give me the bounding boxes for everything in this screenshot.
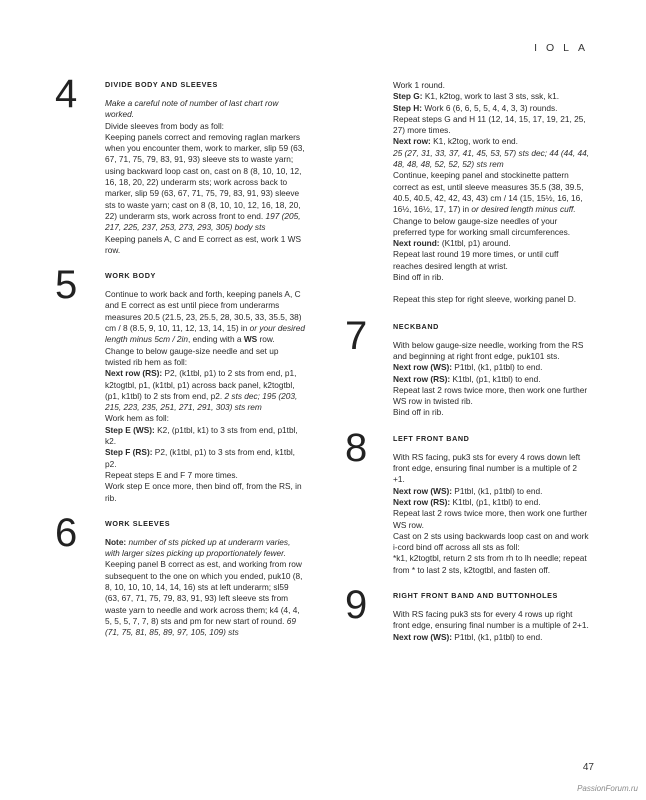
instruction-text: Repeat last 2 rows twice more, then work one further WS row. bbox=[393, 508, 588, 530]
step-number: 7 bbox=[345, 313, 368, 358]
step-body bbox=[393, 609, 590, 643]
instruction-text: With RS facing, puk3 sts for every 4 rows down left front edge, ensuring final number is a multiple of 2 +1. bbox=[393, 451, 581, 485]
instruction-text: Divide sleeves from body as foll: bbox=[105, 120, 224, 131]
instruction-text: Work 1 round. bbox=[393, 80, 445, 90]
instruction-text: Bind off in rib. bbox=[393, 272, 444, 283]
step-section-4 bbox=[55, 72, 305, 256]
instruction-label: Next row (WS): bbox=[393, 362, 452, 373]
instruction-text: Cast on 2 sts using backwards loop cast on and work i-cord bind off across all sts as foll: bbox=[393, 530, 589, 553]
instruction-label: Next row (WS): bbox=[393, 485, 452, 496]
step-body bbox=[105, 289, 305, 504]
instruction-label: Next row (WS): bbox=[393, 631, 452, 642]
instruction-line bbox=[105, 537, 305, 560]
instruction-line bbox=[105, 481, 305, 504]
instruction-line bbox=[393, 452, 590, 486]
step-section-7 bbox=[345, 313, 590, 419]
instruction-line bbox=[105, 425, 305, 448]
instruction-text: Change to below gauge-size needles of your preferred type for working small circumferences. bbox=[393, 215, 571, 237]
instruction-text: Make a careful note of number of last chart row worked. bbox=[105, 98, 279, 120]
left-column bbox=[55, 72, 306, 653]
instruction-line bbox=[393, 531, 590, 554]
sleeve-continuation bbox=[345, 80, 590, 306]
step-number: 8 bbox=[345, 425, 368, 470]
instruction-text: K1, k2tog, work to last 3 sts, ssk, k1. bbox=[422, 91, 560, 102]
instruction-label: Next round: bbox=[393, 238, 440, 249]
instruction-label: Next row (RS): bbox=[393, 373, 451, 384]
instruction-text: 69 (71, 75, 81, 85, 89, 97, 105, 109) sts bbox=[105, 615, 296, 638]
instruction-line bbox=[105, 346, 305, 369]
instruction-label: Note: bbox=[105, 536, 127, 547]
step-section-6 bbox=[55, 510, 305, 639]
instruction-line bbox=[105, 132, 305, 234]
instruction-line bbox=[393, 136, 590, 147]
step-number: 4 bbox=[55, 72, 78, 116]
instruction-line bbox=[105, 289, 305, 345]
instruction-text: Repeat this step for right sleeve, working panel D. bbox=[393, 294, 577, 305]
instruction-line bbox=[105, 121, 305, 132]
instruction-text: With RS facing puk3 sts for every 4 rows up right front edge, ensuring final number is a multiple of 2+1. bbox=[393, 608, 589, 631]
instruction-text: Repeat last 2 rows twice more, then work one further WS row in twisted rib. bbox=[393, 384, 588, 407]
instruction-line bbox=[393, 374, 590, 385]
instruction-line bbox=[105, 413, 305, 424]
continuation-body bbox=[345, 80, 590, 306]
instruction-label: Step H: bbox=[393, 102, 423, 113]
step-title: RIGHT FRONT BAND AND BUTTONHOLES bbox=[393, 590, 558, 600]
instruction-text: Repeat steps G and H 11 (12, 14, 15, 17, 19, 21, 25, 27) more times. bbox=[393, 113, 586, 136]
instruction-line bbox=[105, 234, 305, 257]
instruction-text: Repeat last round 19 more times, or until cuff reaches desired length at wrist. bbox=[393, 249, 559, 271]
instruction-text: 197 (205, 217, 225, 237, 253, 273, 293, 305) body sts bbox=[105, 210, 301, 233]
instruction-label: Next row: bbox=[393, 136, 431, 147]
instruction-line bbox=[105, 447, 305, 470]
instruction-label: Step F (RS): bbox=[105, 447, 153, 458]
instruction-text: K1tbl, (p1, k1tbl) to end. bbox=[450, 496, 541, 507]
step-title: NECKBAND bbox=[393, 321, 439, 331]
instruction-line bbox=[393, 362, 590, 373]
instruction-line bbox=[393, 632, 590, 643]
instruction-line bbox=[393, 103, 590, 114]
instruction-text: Repeat steps E and F 7 more times. bbox=[105, 469, 238, 480]
instruction-text: P1tbl, (k1, p1tbl) to end. bbox=[452, 485, 543, 496]
instruction-text: (K1tbl, p1) around. bbox=[439, 238, 511, 249]
instruction-label: Next row (RS): bbox=[393, 496, 451, 507]
instruction-text: Keeping panel B correct as est, and working from row subsequent to the one on which you ended, puk10 (8, 8, 10, 10, 10, 14, 14, 16) sts at left underarm; sl59 (63, 67, 71, 75, 79, 83, 91, 93) left sleeve sts from waste yarn to needle and work across them; k4 (4, 4, 5, 5, 5, 7, 7, 8) sts and pm for new start of round. bbox=[105, 559, 303, 626]
step-body bbox=[105, 537, 305, 639]
step-body bbox=[105, 98, 305, 256]
instruction-line bbox=[393, 486, 590, 497]
instruction-label: Step E (WS): bbox=[105, 424, 155, 435]
instruction-text: Change to below gauge-size needle and set up twisted rib hem as foll: bbox=[105, 345, 279, 367]
instruction-line bbox=[393, 272, 590, 283]
instruction-text: number of sts picked up at underarm varies, with larger sizes picking up proportionately fewer. bbox=[105, 536, 291, 559]
instruction-line bbox=[393, 148, 590, 171]
step-section-8 bbox=[345, 425, 590, 576]
step-number: 5 bbox=[55, 263, 78, 308]
instruction-line bbox=[105, 368, 305, 413]
instruction-text: *k1, k2togtbl, return 2 sts from rh to lh needle; repeat from * to last 2 sts, k2togtbl, and fasten off. bbox=[393, 553, 587, 575]
instruction-line bbox=[393, 340, 590, 363]
instruction-text: K2, (p1tbl, k1) to 3 sts from end, p1tbl, k2. bbox=[105, 424, 298, 447]
instruction-text: K1, k2tog, work to end. bbox=[430, 136, 518, 147]
instruction-text: Bind off in rib. bbox=[393, 407, 444, 418]
instruction-text: P2, (k1tbl, p1) to 3 sts from end, k1tbl, p2. bbox=[105, 447, 295, 469]
instruction-text: P1tbl, (k1, p1tbl) to end. bbox=[452, 362, 543, 373]
instruction-label: Step G: bbox=[393, 91, 423, 102]
instruction-text: Work hem as foll: bbox=[105, 413, 169, 424]
instruction-text: P2, (k1tbl, p1) to 2 sts from end, p1, k2togtbl, p1, (k1tbl, p1) across back panel, k2togtbl, (p1, k1tbl) to 2 sts from end, p2. bbox=[105, 368, 297, 401]
step-title: DIVIDE BODY AND SLEEVES bbox=[105, 80, 218, 89]
step-section-5 bbox=[55, 263, 306, 504]
step-body bbox=[393, 452, 590, 576]
instruction-text: or desired length minus cuff. bbox=[471, 204, 576, 215]
instruction-text: Keeping panels correct and removing raglan markers when you encounter them, work to marker, slip 59 (63, 67, 71, 75, 79, 83, 91, 93) sleeve sts to waste yarn; using backward loop cast on, cast on 8 (8, 10, 10, 12, 16, 18, 20, 22) underarm sts; work across back to marker, slip 59 (63, 67, 71, 75, 79, 83, 91, 93) sleeve sts to waste yarn; cast on 8 (8, 10, 10, 12, 16, 18, 20, 22) underarm sts, work across front to end. bbox=[105, 131, 305, 221]
instruction-line bbox=[393, 609, 590, 632]
instruction-line bbox=[393, 216, 590, 239]
instruction-line bbox=[105, 559, 305, 638]
step-title: WORK SLEEVES bbox=[105, 518, 171, 528]
instruction-line bbox=[393, 238, 590, 249]
instruction-line bbox=[393, 407, 590, 418]
instruction-line bbox=[393, 553, 590, 576]
instruction-text: 2 sts dec; 195 (203, 215, 223, 235, 251, 271, 291, 303) sts rem bbox=[105, 390, 298, 413]
instruction-line bbox=[393, 91, 590, 102]
instruction-line bbox=[393, 80, 590, 91]
right-column bbox=[345, 80, 590, 658]
step-title: LEFT FRONT BAND bbox=[393, 433, 470, 443]
watermark: PassionForum.ru bbox=[577, 784, 638, 793]
step-number: 9 bbox=[345, 582, 368, 627]
instruction-text: Continue to work back and forth, keeping panels A, C and E correct as est until piece from underarms measures 20.5 (21.5, 23, 25.5, 28, 30.5, 33, 35.5, 38) cm / 8 (8.5, 9, 10, 11, 12, 13, 14, 15) in bbox=[105, 289, 302, 334]
instruction-text: or your desired length minus 5cm / 2in bbox=[105, 323, 306, 345]
page-header-title: IOLA bbox=[534, 42, 594, 54]
step-body bbox=[393, 340, 590, 419]
step-section-9 bbox=[345, 582, 590, 643]
instruction-label: WS bbox=[243, 334, 258, 345]
instruction-text: Work step E once more, then bind off, from the RS, in rib. bbox=[105, 481, 302, 503]
instruction-line bbox=[105, 98, 305, 121]
instruction-line bbox=[393, 294, 590, 305]
instruction-text: , ending with a bbox=[188, 334, 244, 345]
instruction-text: Keeping panels A, C and E correct as est, work 1 WS row. bbox=[105, 233, 301, 255]
instruction-label: Next row (RS): bbox=[105, 368, 163, 379]
instruction-line bbox=[393, 114, 590, 137]
instruction-text: With below gauge-size needle, working from the RS and beginning at right front edge, puk101 sts. bbox=[393, 339, 584, 361]
instruction-line bbox=[393, 508, 590, 531]
instruction-text: K1tbl, (p1, k1tbl) to end. bbox=[450, 373, 541, 384]
instruction-line bbox=[393, 170, 590, 215]
instruction-line bbox=[393, 249, 590, 272]
instruction-line bbox=[393, 497, 590, 508]
instruction-text: 25 (27, 31, 33, 37, 41, 45, 53, 57) sts dec; 44 (44, 44, 48, 48, 48, 52, 52, 52) sts rem bbox=[393, 147, 590, 170]
instruction-text: Continue, keeping panel and stockinette pattern correct as est, until sleeve measures 35.5 (38, 39.5, 40.5, 40.5, 42, 42, 43, 43) cm / 14 (15, 15½, 16, 16, 16½, 16½, 17, 17) in bbox=[393, 170, 584, 215]
instruction-text: Work 6 (6, 6, 5, 5, 4, 4, 3, 3) rounds. bbox=[422, 102, 558, 113]
instruction-line bbox=[105, 470, 305, 481]
step-title: WORK BODY bbox=[105, 271, 156, 281]
instruction-text: P1tbl, (k1, p1tbl) to end. bbox=[452, 631, 543, 642]
instruction-text: row. bbox=[257, 334, 275, 345]
instruction-line bbox=[393, 385, 590, 408]
step-number: 6 bbox=[55, 510, 78, 555]
page-number: 47 bbox=[582, 762, 594, 773]
